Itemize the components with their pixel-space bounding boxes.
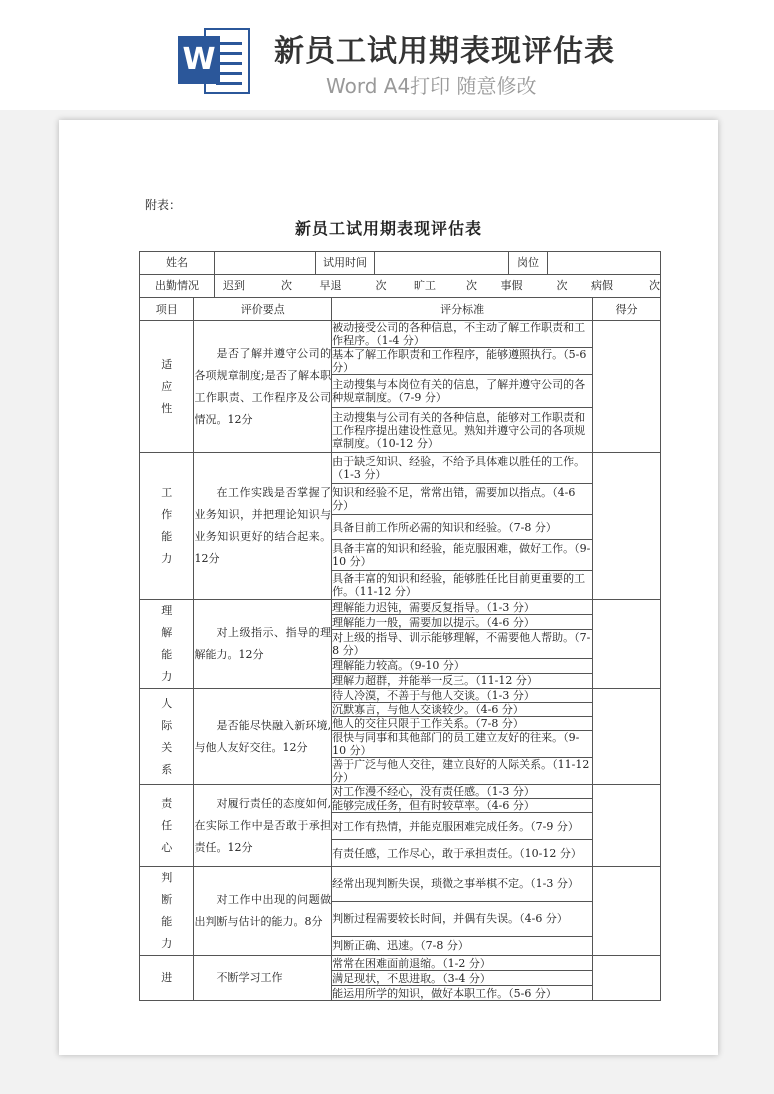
criteria-text: 由于缺乏知识、经验，不给予具体难以胜任的工作。（1-3 分） <box>332 453 593 484</box>
criteria-row <box>140 956 661 971</box>
criteria-text: 善于广泛与他人交往，建立良好的人际关系。（11-12 分） <box>332 758 593 785</box>
criteria-row <box>140 600 661 615</box>
header-score: 得分 <box>593 298 661 321</box>
criteria-text: 理解能力一般，需要加以提示。（4-6 分） <box>332 615 593 630</box>
score-field[interactable] <box>593 453 661 600</box>
section-requirement: 是否了解并遵守公司的各项规章制度;是否了解本职工作职责、工作程序及公司情况。12分 <box>194 321 332 453</box>
banner-title: 新员工试用期表现评估表 <box>274 34 615 69</box>
criteria-text: 有责任感，工作尽心，敢于承担责任。（10-12 分） <box>332 840 593 867</box>
score-field[interactable] <box>593 689 661 785</box>
section-category: 人际关系 <box>140 689 194 785</box>
criteria-text: 判断正确、迅速。（7-8 分） <box>332 936 593 955</box>
section-requirement: 在工作实践是否掌握了业务知识，并把理论知识与业务知识更好的结合起来。12分 <box>194 453 332 600</box>
criteria-text: 对工作有热情，并能克服困难完成任务。（7-9 分） <box>332 813 593 840</box>
name-label: 姓名 <box>140 252 215 274</box>
criteria-text: 经常出现判断失误，琐微之事举棋不定。（1-3 分） <box>332 867 593 902</box>
document-title: 新员工试用期表现评估表 <box>294 219 482 238</box>
attendance-detail: 迟到 次 早退 次 旷工 次 事假 次 病假 次 <box>223 279 660 292</box>
criteria-text: 知识和经验不足，常常出错，需要加以指点。（4-6 分） <box>332 484 593 515</box>
criteria-text: 被动接受公司的各种信息，不主动了解工作职责和工作程序。（1-4 分） <box>332 321 593 348</box>
criteria-row <box>140 321 661 348</box>
criteria-text: 满足现状，不思进取。（3-4 分） <box>332 971 593 986</box>
criteria-text: 沉默寡言，与他人交谈较少。（4-6 分） <box>332 703 593 717</box>
criteria-text: 待人冷漠，不善于与他人交谈。（1-3 分） <box>332 689 593 703</box>
section-category: 判断能力 <box>140 867 194 956</box>
criteria-text: 对上级的指导、训示能够理解，不需要他人帮助。（7-8 分） <box>332 630 593 659</box>
word-icon <box>178 22 252 98</box>
post-label: 岗位 <box>509 252 548 274</box>
criteria-text: 常常在困难面前退缩。（1-2 分） <box>332 956 593 971</box>
criteria-text: 主动搜集与公司有关的各种信息，能够对工作职责和工作程序提出建设性意见。熟知并遵守公司的各项规章制度。（10-12 分） <box>332 408 593 453</box>
criteria-text: 具备丰富的知识和经验，能克服困难，做好工作。（9-10 分） <box>332 540 593 571</box>
criteria-text: 基本了解工作职责和工作程序，能够遵照执行。（5-6 分） <box>332 348 593 375</box>
score-field[interactable] <box>593 321 661 453</box>
criteria-text: 具备丰富的知识和经验，能够胜任比目前更重要的工作。（11-12 分） <box>332 571 593 600</box>
criteria-row <box>140 453 661 484</box>
score-field[interactable] <box>593 867 661 956</box>
criteria-text: 对工作漫不经心，没有责任感。（1-3 分） <box>332 785 593 799</box>
criteria-text: 主动搜集与本岗位有关的信息，了解并遵守公司的各种规章制度。（7-9 分） <box>332 375 593 408</box>
criteria-text: 理解能力迟钝，需要反复指导。（1-3 分） <box>332 600 593 615</box>
criteria-text: 理解能力较高。（9-10 分） <box>332 658 593 673</box>
banner <box>0 0 774 110</box>
banner-subtitle: Word A4打印 随意修改 <box>326 74 537 98</box>
criteria-row <box>140 867 661 902</box>
section-requirement: 对履行责任的态度如何,在实际工作中是否敢于承担责任。12分 <box>194 785 332 867</box>
section-category: 工作能力 <box>140 453 194 600</box>
name-field[interactable] <box>215 252 316 274</box>
criteria-text: 判断过程需要较长时间，并偶有失误。（4-6 分） <box>332 901 593 936</box>
section-category: 适应性 <box>140 321 194 453</box>
word-icon-letter: W <box>178 36 220 84</box>
section-category: 进 <box>140 956 194 1001</box>
post-field[interactable] <box>548 252 660 274</box>
header-criteria: 评分标准 <box>332 298 593 321</box>
criteria-text: 很快与同事和其他部门的员工建立友好的往来。（9-10 分） <box>332 731 593 758</box>
document-page <box>59 120 718 1055</box>
section-category: 责任心 <box>140 785 194 867</box>
criteria-text: 能够完成任务，但有时较草率。（4-6 分） <box>332 799 593 813</box>
header-item: 项目 <box>140 298 194 321</box>
section-requirement: 是否能尽快融入新环境,与他人友好交往。12分 <box>194 689 332 785</box>
criteria-row <box>140 785 661 799</box>
attendance-label: 出勤情况 <box>140 275 215 297</box>
criteria-text: 能运用所学的知识，做好本职工作。（5-6 分） <box>332 986 593 1001</box>
evaluation-table <box>139 251 661 1001</box>
score-field[interactable] <box>593 600 661 689</box>
criteria-row <box>140 689 661 703</box>
section-requirement: 不断学习工作 <box>194 956 332 1001</box>
criteria-text: 理解力超群，并能举一反三。（11-12 分） <box>332 673 593 688</box>
section-requirement: 对上级指示、指导的理解能力。12分 <box>194 600 332 689</box>
trial-period-label: 试用时间 <box>316 252 375 274</box>
criteria-text: 具备目前工作所必需的知识和经验。（7-8 分） <box>332 515 593 540</box>
criteria-text: 他人的交往只限于工作关系。（7-8 分） <box>332 717 593 731</box>
section-category: 理解能力 <box>140 600 194 689</box>
header-points: 评价要点 <box>194 298 332 321</box>
score-field[interactable] <box>593 956 661 1001</box>
score-field[interactable] <box>593 785 661 867</box>
attachment-label: 附表： <box>145 198 182 212</box>
section-requirement: 对工作中出现的问题做出判断与估计的能力。8分 <box>194 867 332 956</box>
trial-period-field[interactable] <box>375 252 509 274</box>
